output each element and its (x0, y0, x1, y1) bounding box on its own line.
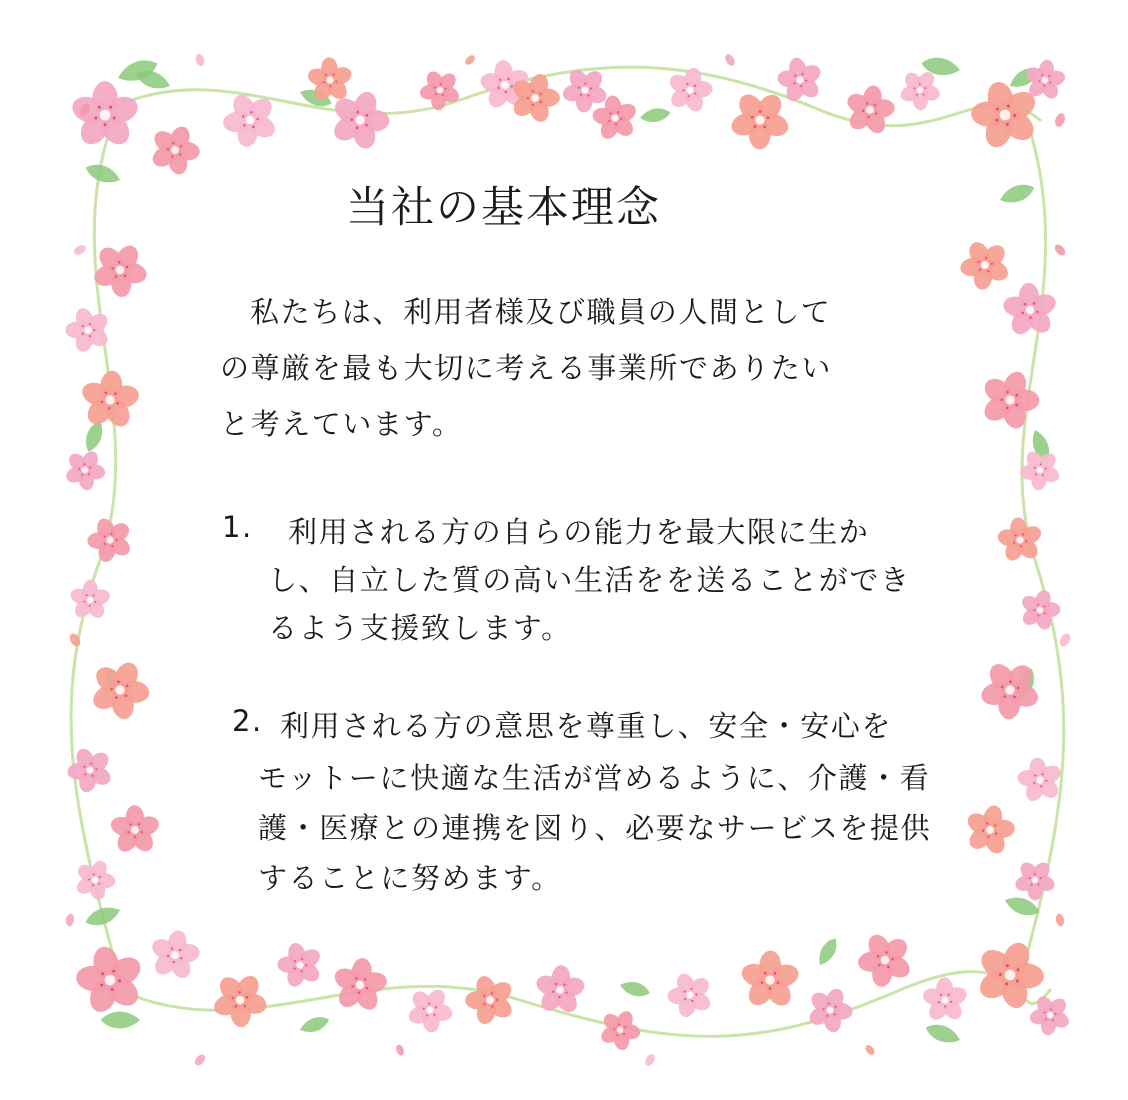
intro-line-1: 私たちは、利用者様及び職員の人間として (250, 295, 832, 329)
principle-1-line-3: るよう支援致します。 (268, 611, 572, 645)
intro-line-2: の尊厳を最も大切に考える事業所でありたい (220, 351, 833, 385)
principle-2-number: 2. (232, 704, 263, 738)
page-title: 当社の基本理念 (346, 183, 661, 233)
principle-1-line-2: し、自立した質の高い生活をを送ることができ (268, 563, 911, 597)
principle-1-number: 1. (222, 510, 253, 544)
principle-2-line-1: 利用される方の意思を尊重し、安全・安心を (280, 709, 893, 743)
principle-2-line-3: 護・医療との連携を図り、必要なサービスを提供 (258, 811, 932, 845)
intro-line-3: と考えています。 (220, 407, 463, 441)
principle-1-line-1: 利用される方の自らの能力を最大限に生か (288, 515, 870, 549)
principle-2-line-4: することに努めます。 (258, 861, 562, 895)
principle-2-line-2: モットーに快適な生活が営めるように、介護・看 (258, 761, 931, 795)
